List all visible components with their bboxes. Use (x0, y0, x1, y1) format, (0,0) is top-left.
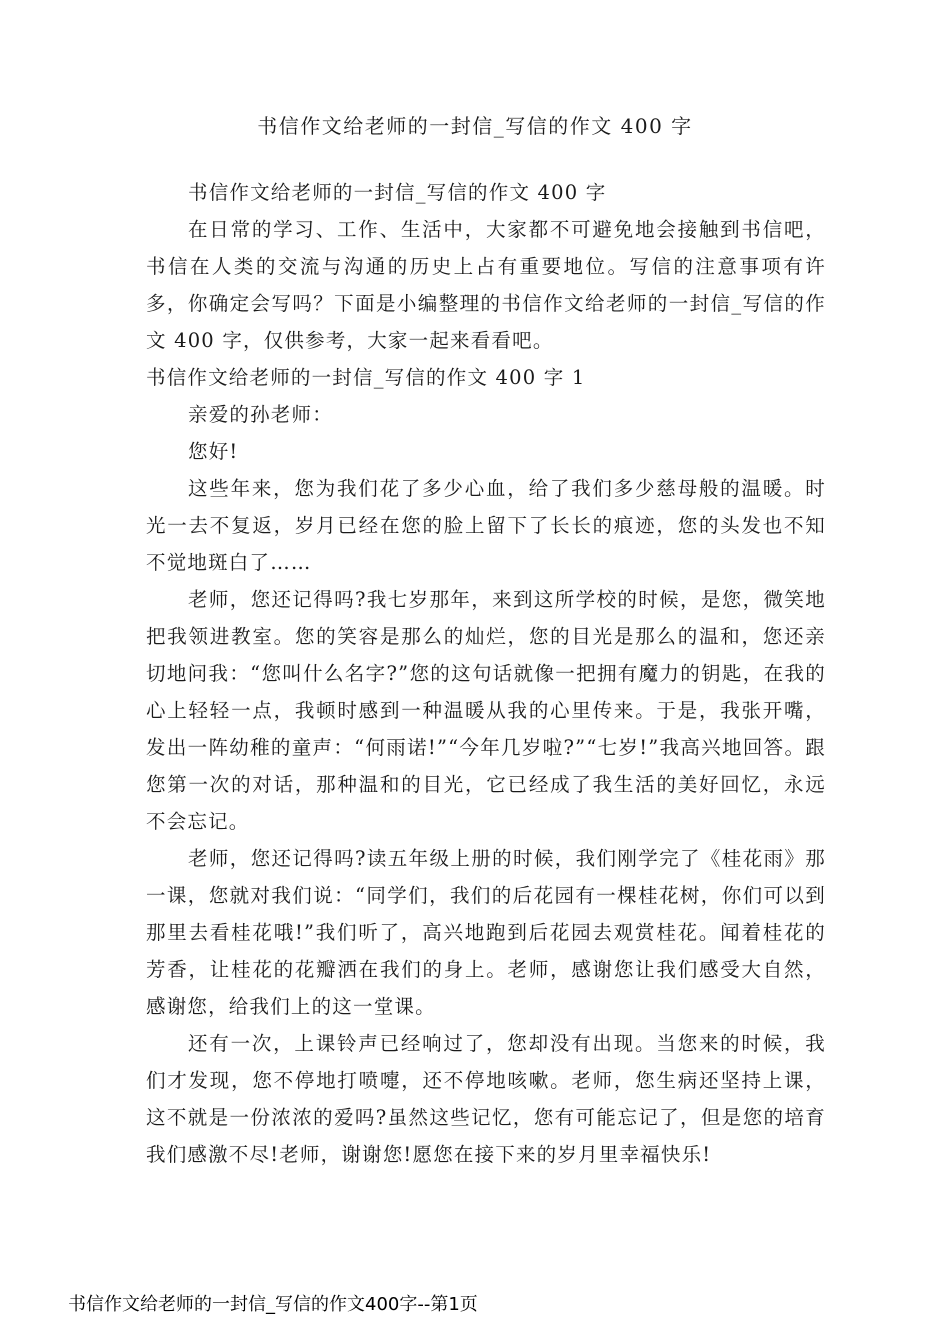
document-body (146, 174, 826, 1173)
paragraph-subtitle: 书信作文给老师的一封信_写信的作文 400 字 (188, 181, 607, 204)
page-footer: 书信作文给老师的一封信_写信的作文400字--第1页 (68, 1294, 478, 1315)
section-heading: 书信作文给老师的一封信_写信的作文 400 字 1 (146, 366, 586, 389)
letter-salutation: 亲爱的孙老师： (188, 403, 333, 426)
letter-paragraph: 老师，您还记得吗?我七岁那年，来到这所学校的时候，是您，微笑地把我领进教室。您的笑容是那么的灿烂，您的目光是那么的温和，您还亲切地问我：“您叫什么名字?”您的这句话就像一把拥有魔力的钥匙，在我的心上轻轻一点，我顿时感到一种温暖从我的心里传来。于是，我张开嘴，发出一阵幼稚的童声：“何雨诺!”“今年几岁啦?”“七岁!”我高兴地回答。跟您第一次的对话，那种温和的目光，它已经成了我生活的美好回忆，永远不会忘记。 (146, 588, 826, 833)
letter-paragraph: 老师，您还记得吗?读五年级上册的时候，我们刚学完了《桂花雨》那一课，您就对我们说：“同学们，我们的后花园有一棵桂花树，你们可以到那里去看桂花哦!”我们听了，高兴地跑到后花园去观赏桂花。闻着桂花的芳香，让桂花的花瓣洒在我们的身上。老师，感谢您让我们感受大自然，感谢您，给我们上的这一堂课。 (146, 847, 826, 1018)
letter-paragraph: 还有一次，上课铃声已经响过了，您却没有出现。当您来的时候，我们才发现，您不停地打喷嚏，还不停地咳嗽。老师，您生病还坚持上课，这不就是一份浓浓的爱吗?虽然这些记忆，您有可能忘记了，但是您的培育我们感激不尽!老师，谢谢您!愿您在接下来的岁月里幸福快乐! (146, 1032, 826, 1166)
paragraph-intro: 在日常的学习、工作、生活中，大家都不可避免地会接触到书信吧，书信在人类的交流与沟通的历史上占有重要地位。写信的注意事项有许多，你确定会写吗？下面是小编整理的书信作文给老师的一封信_写信的作文 400 字，仅供参考，大家一起来看看吧。 (146, 218, 826, 352)
document-title: 书信作文给老师的一封信_写信的作文 400 字 (257, 114, 693, 138)
letter-greeting: 您好! (188, 440, 239, 463)
letter-paragraph: 这些年来，您为我们花了多少心血，给了我们多少慈母般的温暖。时光一去不复返，岁月已经在您的脸上留下了长长的痕迹，您的头发也不知不觉地斑白了…… (146, 477, 826, 574)
